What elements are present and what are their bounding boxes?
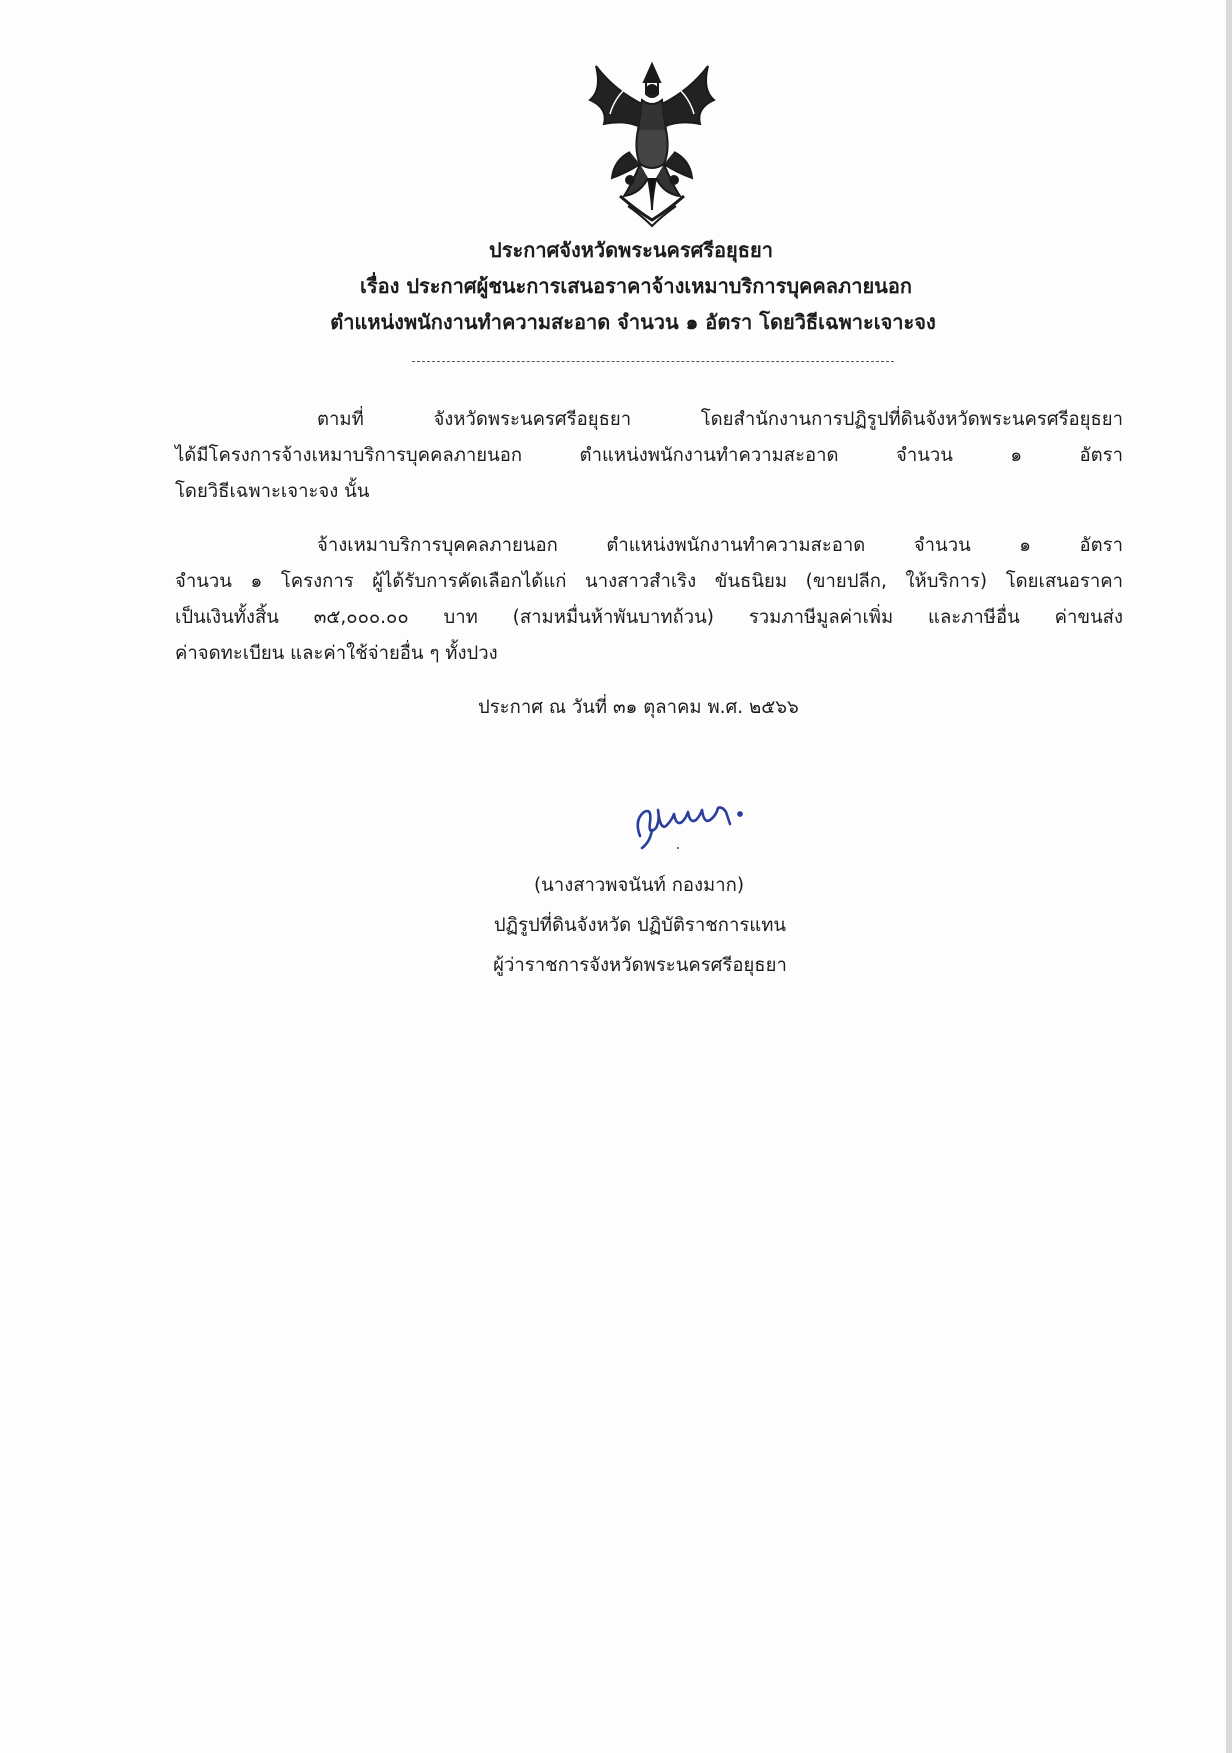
document-subject: เรื่อง ประกาศผู้ชนะการเสนอราคาจ้างเหมาบริการบุคคลภายนอก [360,274,912,298]
heading-divider [412,361,894,362]
signer-office: ผู้ว่าราชการจังหวัดพระนครศรีอยุธยา [493,955,787,976]
announcement-date: ประกาศ ณ วันที่ ๓๑ ตุลาคม พ.ศ. ๒๕๖๖ [478,697,799,718]
signer-name: (นางสาวพจนันท์ กองมาก) [533,875,745,896]
document-subject-line2: ตำแหน่งพนักงานทำความสะอาด จำนวน ๑ อัตรา โดยวิธีเฉพาะเจาะจง [330,310,936,334]
document-heading [0,232,1232,340]
paragraph-2-line-4: ค่าจดทะเบียน และค่าใช้จ่ายอื่น ๆ ทั้งปวง [175,643,498,664]
paragraph-2 [175,528,1123,672]
paragraph-1-line-2: ได้มีโครงการจ้างเหมาบริการบุคคลภายนอก ตำแหน่งพนักงานทำความสะอาด จำนวน ๑ อัตรา [175,445,1123,466]
paragraph-2-line-3: เป็นเงินทั้งสิ้น ๓๕,๐๐๐.๐๐ บาท (สามหมื่นห้าพันบาทถ้วน) รวมภาษีมูลค่าเพิ่ม และภาษีอื่น ค่าขนส่ง [175,607,1123,628]
paragraph-1 [175,402,1123,510]
signer-position: ปฏิรูปที่ดินจังหวัด ปฏิบัติราชการแทน [493,915,787,936]
paragraph-2-line-1: จ้างเหมาบริการบุคคลภายนอก ตำแหน่งพนักงานทำความสะอาด จำนวน ๑ อัตรา [317,535,1123,556]
signer-block [0,866,1232,986]
paragraph-1-line-3: โดยวิธีเฉพาะเจาะจง นั้น [175,481,370,502]
handwritten-signature-icon [630,790,770,852]
paragraph-1-line-1: ตามที่ จังหวัดพระนครศรีอยุธยา โดยสำนักงานการปฏิรูปที่ดินจังหวัดพระนครศรีอยุธยา [317,409,1123,430]
garuda-emblem-icon [584,60,720,230]
paragraph-2-line-2: จำนวน ๑ โครงการ ผู้ได้รับการคัดเลือกได้แก่ นางสาวสำเริง ขันธนิยม (ขายปลีก, ให้บริการ) โดยเสนอราคา [175,571,1123,592]
scan-edge [1226,0,1232,1753]
document-title: ประกาศจังหวัดพระนครศรีอยุธยา [489,238,773,262]
